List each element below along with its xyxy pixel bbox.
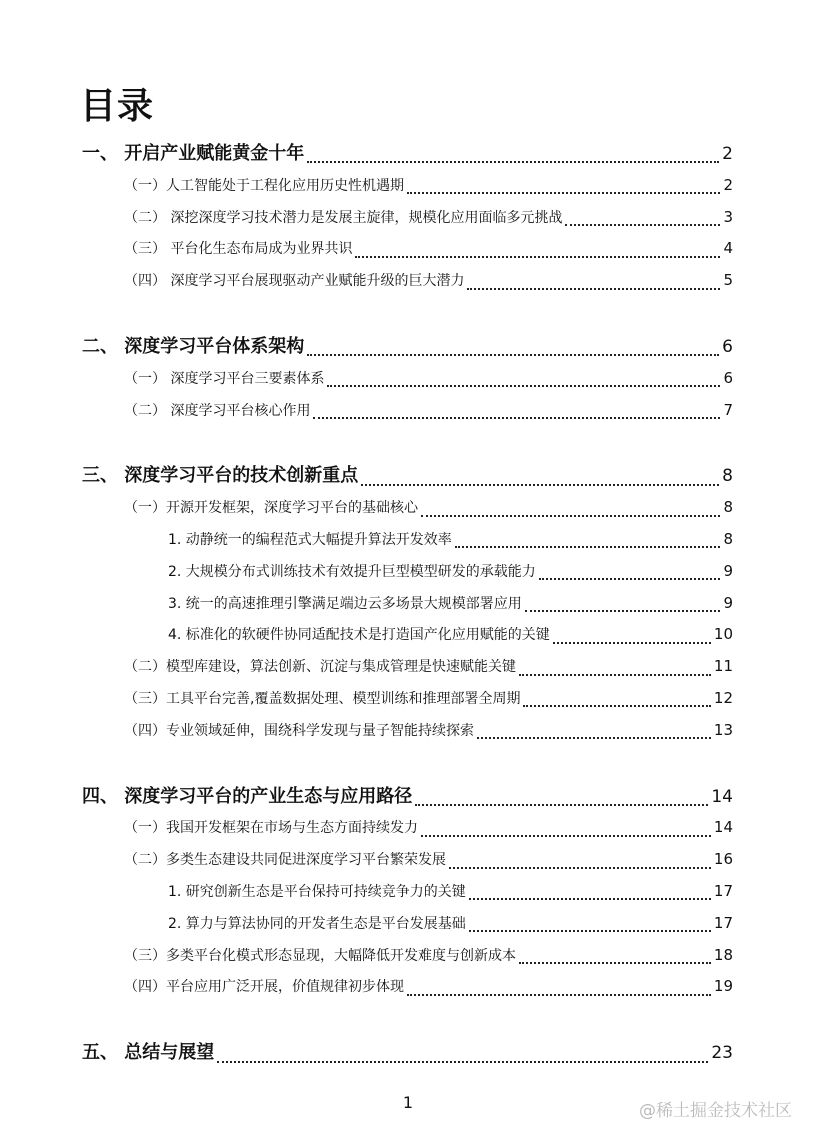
entry-label: （二）多类生态建设共同促进深度学习平台繁荣发展 <box>124 852 446 869</box>
toc-subsection-entry[interactable] <box>82 202 733 234</box>
entry-page: 16 <box>713 850 733 869</box>
table-of-contents <box>82 138 733 1103</box>
dot-leader <box>313 416 720 419</box>
dot-leader <box>519 673 711 676</box>
entry-label: 四、 深度学习平台的产业生态与应用路径 <box>82 785 413 807</box>
dot-leader <box>469 929 711 932</box>
toc-chapter-entry[interactable] <box>82 781 733 813</box>
entry-label: 2. 大规模分布式训练技术有效提升巨型模型研发的承载能力 <box>168 563 536 580</box>
entry-page: 5 <box>723 271 733 290</box>
toc-section <box>82 138 733 297</box>
entry-page: 7 <box>723 400 733 419</box>
dot-leader <box>407 993 711 996</box>
dot-leader <box>525 609 721 612</box>
toc-subsection-entry[interactable] <box>82 683 733 715</box>
dot-leader <box>455 545 721 548</box>
toc-subsection-entry[interactable] <box>82 492 733 524</box>
toc-subsection-entry[interactable] <box>82 812 733 844</box>
entry-page: 8 <box>722 466 733 487</box>
entry-label: （二） 深挖深度学习技术潜力是发展主旋律，规模化应用面临多元挑战 <box>124 209 563 226</box>
dot-leader <box>361 483 719 486</box>
entry-page: 14 <box>713 818 733 837</box>
entry-page: 8 <box>723 498 733 517</box>
entry-label: 2. 算力与算法协同的开发者生态是平台发展基础 <box>168 915 466 932</box>
toc-section <box>82 460 733 746</box>
toc-section <box>82 781 733 1004</box>
entry-page: 17 <box>713 913 733 932</box>
entry-page: 4 <box>723 239 733 258</box>
dot-leader <box>217 1060 708 1063</box>
entry-page: 2 <box>722 144 733 164</box>
entry-page: 6 <box>723 368 733 387</box>
dot-leader <box>307 353 719 356</box>
entry-label: 1. 研究创新生态是平台保持可持续竞争力的关键 <box>168 883 466 900</box>
entry-page: 9 <box>723 561 733 580</box>
toc-subsection-entry[interactable] <box>82 170 733 202</box>
entry-label: 4. 标准化的软硬件协同适配技术是打造国产化应用赋能的关键 <box>168 627 550 644</box>
entry-page: 9 <box>723 593 733 612</box>
entry-page: 11 <box>713 657 733 676</box>
entry-label: （三） 平台化生态布局成为业界共识 <box>124 241 353 258</box>
dot-leader <box>407 191 720 194</box>
entry-label: 五、 总结与展望 <box>82 1042 215 1064</box>
dot-leader <box>421 514 720 517</box>
entry-page: 8 <box>723 529 733 548</box>
toc-subsection-entry[interactable] <box>82 940 733 972</box>
entry-page: 19 <box>713 977 733 996</box>
toc-chapter-entry[interactable] <box>82 331 733 363</box>
entry-page: 23 <box>711 1043 733 1064</box>
toc-subsection-entry[interactable] <box>82 395 733 427</box>
entry-page: 14 <box>711 786 733 807</box>
toc-subsubsection-entry[interactable] <box>82 556 733 588</box>
toc-subsection-entry[interactable] <box>82 363 733 395</box>
entry-label: 三、 深度学习平台的技术创新重点 <box>82 465 359 487</box>
entry-page: 10 <box>713 625 733 644</box>
toc-subsection-entry[interactable] <box>82 265 733 297</box>
entry-label: 二、 深度学习平台体系架构 <box>82 335 305 357</box>
dot-leader <box>469 897 711 900</box>
toc-title: 目录 <box>80 86 155 127</box>
entry-label: （一）人工智能处于工程化应用历史性机遇期 <box>124 177 404 194</box>
entry-label: （四）平台应用广泛开展，价值规律初步体现 <box>124 979 404 996</box>
entry-label: （二） 深度学习平台核心作用 <box>124 402 311 419</box>
toc-subsubsection-entry[interactable] <box>82 588 733 620</box>
entry-page: 3 <box>723 207 733 226</box>
dot-leader <box>355 255 720 258</box>
entry-label: （一）我国开发框架在市场与生态方面持续发力 <box>124 820 418 837</box>
toc-subsubsection-entry[interactable] <box>82 908 733 940</box>
toc-section <box>82 1037 733 1069</box>
entry-label: 3. 统一的高速推理引擎满足端边云多场景大规模部署应用 <box>168 595 522 612</box>
dot-leader <box>523 704 710 707</box>
entry-label: （一） 深度学习平台三要素体系 <box>124 370 325 387</box>
entry-page: 2 <box>723 175 733 194</box>
toc-chapter-entry[interactable] <box>82 138 733 170</box>
entry-label: （三）多类平台化模式形态显现，大幅降低开发难度与创新成本 <box>124 947 516 964</box>
dot-leader <box>421 834 711 837</box>
dot-leader <box>307 160 719 163</box>
toc-subsubsection-entry[interactable] <box>82 619 733 651</box>
entry-label: 1. 动静统一的编程范式大幅提升算法开发效率 <box>168 531 452 548</box>
dot-leader <box>415 803 708 806</box>
toc-section <box>82 331 733 426</box>
entry-page: 18 <box>713 945 733 964</box>
entry-label: （一）开源开发框架，深度学习平台的基础核心 <box>124 500 418 517</box>
entry-label: 一、 开启产业赋能黄金十年 <box>82 143 305 164</box>
entry-label: （二）模型库建设，算法创新、沉淀与集成管理是快速赋能关键 <box>124 659 516 676</box>
toc-subsection-entry[interactable] <box>82 715 733 747</box>
toc-subsection-entry[interactable] <box>82 233 733 265</box>
entry-page: 13 <box>713 720 733 739</box>
dot-leader <box>539 577 721 580</box>
dot-leader <box>449 866 711 869</box>
toc-subsubsection-entry[interactable] <box>82 524 733 556</box>
toc-chapter-entry[interactable] <box>82 460 733 492</box>
toc-subsection-entry[interactable] <box>82 844 733 876</box>
entry-label: （四）专业领域延伸，围绕科学发现与量子智能持续探索 <box>124 722 474 739</box>
toc-subsection-entry[interactable] <box>82 651 733 683</box>
entry-label: （三）工具平台完善,覆盖数据处理、模型训练和推理部署全周期 <box>124 690 521 707</box>
entry-page: 12 <box>713 688 733 707</box>
toc-subsubsection-entry[interactable] <box>82 876 733 908</box>
entry-label: （四） 深度学习平台展现驱动产业赋能升级的巨大潜力 <box>124 273 465 290</box>
dot-leader <box>477 736 711 739</box>
dot-leader <box>467 287 720 290</box>
entry-page: 6 <box>722 336 733 357</box>
watermark: @稀土掘金技术社区 <box>639 1101 792 1121</box>
dot-leader <box>565 223 720 226</box>
dot-leader <box>327 384 720 387</box>
toc-chapter-entry[interactable] <box>82 1037 733 1069</box>
dot-leader <box>553 641 711 644</box>
entry-page: 17 <box>713 881 733 900</box>
dot-leader <box>519 961 711 964</box>
toc-subsection-entry[interactable] <box>82 971 733 1003</box>
page-number: 1 <box>402 1093 414 1112</box>
